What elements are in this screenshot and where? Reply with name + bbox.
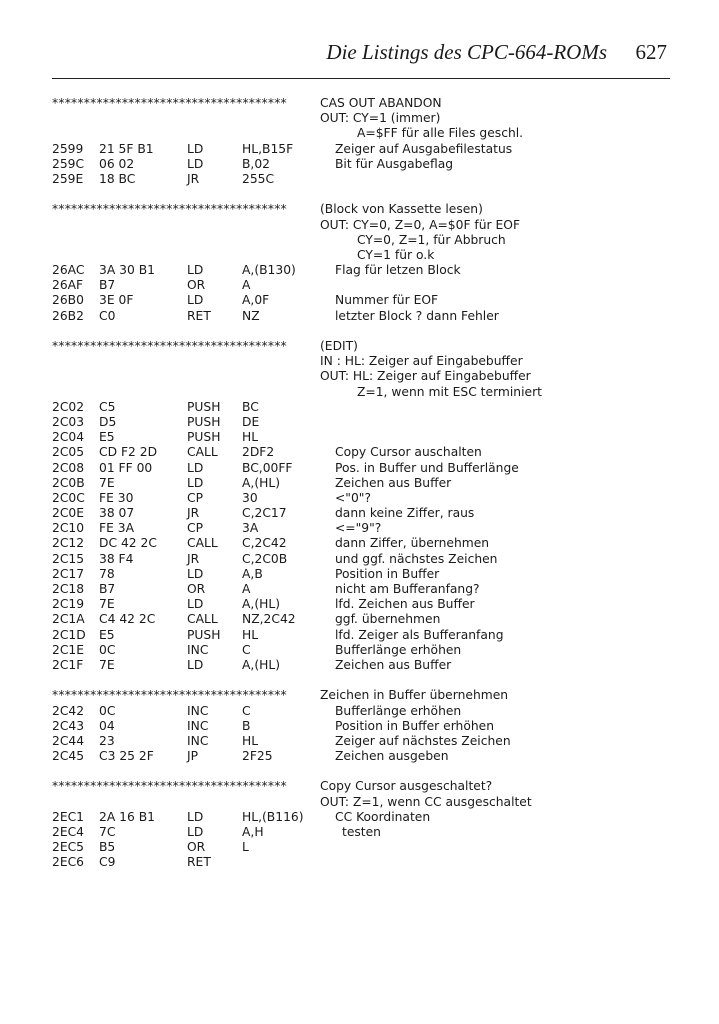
opcode-bytes: C3 25 2F	[99, 749, 154, 764]
operand: 2DF2	[242, 445, 275, 460]
blank-line	[52, 764, 682, 779]
mnemonic: LD	[187, 657, 204, 672]
address: 2C10	[52, 521, 85, 536]
mnemonic: PUSH	[187, 414, 221, 429]
operand: 30	[242, 490, 258, 505]
operand: A,(HL)	[242, 475, 281, 490]
mnemonic: CALL	[187, 536, 218, 551]
address: 2C17	[52, 566, 85, 581]
opcode-bytes: C5	[99, 399, 116, 414]
section-header-line	[52, 688, 682, 703]
operand: B,02	[242, 156, 270, 171]
mnemonic: INC	[187, 733, 209, 748]
section-desc-line	[52, 218, 682, 233]
comment: ggf. übernehmen	[335, 612, 441, 627]
comment: Zeiger auf Ausgabefilestatus	[335, 141, 513, 156]
mnemonic: LD	[187, 597, 204, 612]
code-line	[52, 415, 682, 430]
operand: HL	[242, 627, 259, 642]
opcode-bytes: E5	[99, 627, 115, 642]
mnemonic: LD	[187, 566, 204, 581]
comment: Zeiger auf nächstes Zeichen	[335, 733, 511, 748]
address: 2C08	[52, 460, 85, 475]
comment: nicht am Bufferanfang?	[335, 582, 480, 596]
section-header-line	[52, 779, 682, 794]
opcode-bytes: D5	[99, 414, 117, 429]
operand: A	[242, 582, 251, 596]
section-description: CY=0, Z=1, für Abbruch	[357, 232, 506, 247]
operand: 255C	[242, 171, 275, 186]
opcode-bytes: 21 5F B1	[99, 141, 154, 156]
blank-line	[52, 187, 682, 202]
mnemonic: LD	[187, 263, 204, 278]
operand: NZ	[242, 308, 260, 323]
opcode-bytes: 01 FF 00	[99, 460, 153, 475]
comment: lfd. Zeichen aus Buffer	[335, 597, 475, 612]
code-line	[52, 597, 682, 612]
code-line	[52, 643, 682, 658]
section-description: OUT: Z=1, wenn CC ausgeschaltet	[320, 794, 532, 809]
section-description: (Block von Kassette lesen)	[320, 202, 483, 217]
opcode-bytes: 23	[99, 733, 115, 748]
opcode-bytes: C9	[99, 855, 116, 870]
code-line	[52, 704, 682, 719]
opcode-bytes: 06 02	[99, 156, 135, 171]
code-line	[52, 157, 682, 172]
section-description: Zeichen in Buffer übernehmen	[320, 688, 509, 703]
operand: HL,(B116)	[242, 809, 304, 824]
header-rule	[52, 78, 670, 79]
mnemonic: LD	[187, 475, 204, 490]
section-desc-line	[52, 369, 682, 384]
code-line	[52, 536, 682, 551]
separator-stars: *************************************	[52, 339, 287, 353]
address: 2C43	[52, 718, 85, 733]
code-line	[52, 430, 682, 445]
mnemonic: OR	[187, 840, 206, 855]
code-line	[52, 810, 682, 825]
mnemonic: RET	[187, 308, 211, 323]
mnemonic: INC	[187, 703, 209, 718]
mnemonic: JR	[187, 506, 200, 521]
address: 259E	[52, 171, 84, 186]
mnemonic: CALL	[187, 445, 218, 460]
operand: C,2C0B	[242, 551, 288, 566]
section-desc-line	[52, 248, 682, 263]
mnemonic: LD	[187, 809, 204, 824]
address: 2C1A	[52, 612, 85, 627]
comment: Position in Buffer	[335, 566, 440, 581]
operand: A,H	[242, 825, 264, 839]
opcode-bytes: 7E	[99, 657, 115, 672]
address: 2C0B	[52, 475, 85, 490]
code-line	[52, 309, 682, 324]
opcode-bytes: 3E 0F	[99, 293, 134, 308]
address: 2C1D	[52, 627, 86, 642]
operand: 2F25	[242, 749, 273, 764]
comment: dann keine Ziffer, raus	[335, 506, 475, 521]
section-desc-line	[52, 385, 682, 400]
comment: Flag für letzen Block	[335, 263, 461, 278]
address: 26B0	[52, 293, 84, 308]
code-line	[52, 855, 682, 870]
comment: letzter Block ? dann Fehler	[335, 308, 499, 323]
section-description: (EDIT)	[320, 339, 358, 353]
code-line	[52, 825, 682, 840]
section-desc-line	[52, 126, 682, 141]
opcode-bytes: FE 30	[99, 490, 134, 505]
opcode-bytes: 7E	[99, 597, 115, 612]
comment: Position in Buffer erhöhen	[335, 718, 495, 733]
address: 2C19	[52, 597, 85, 612]
opcode-bytes: B7	[99, 278, 116, 293]
operand: A,(B130)	[242, 263, 296, 278]
address: 2C12	[52, 536, 85, 551]
address: 2C1E	[52, 642, 85, 657]
operand: C	[242, 703, 251, 718]
code-line	[52, 582, 682, 597]
address: 2C05	[52, 445, 85, 460]
opcode-bytes: CD F2 2D	[99, 445, 158, 460]
mnemonic: JP	[187, 749, 199, 764]
code-line	[52, 263, 682, 278]
address: 2C18	[52, 582, 85, 596]
separator-stars: *************************************	[52, 779, 287, 794]
code-line	[52, 521, 682, 536]
operand: C,2C42	[242, 536, 287, 551]
code-line	[52, 278, 682, 293]
operand: HL,B15F	[242, 141, 294, 156]
mnemonic: LD	[187, 156, 204, 171]
mnemonic: CP	[187, 490, 204, 505]
mnemonic: JR	[187, 171, 200, 186]
address: 2C0C	[52, 490, 85, 505]
opcode-bytes: B5	[99, 840, 116, 855]
address: 2EC4	[52, 825, 85, 839]
code-line	[52, 400, 682, 415]
code-line	[52, 142, 682, 157]
operand: A,0F	[242, 293, 270, 308]
operand: B	[242, 718, 251, 733]
blank-line	[52, 324, 682, 339]
opcode-bytes: C0	[99, 308, 116, 323]
comment: CC Koordinaten	[335, 809, 431, 824]
operand: 3A	[242, 521, 259, 536]
address: 2C42	[52, 703, 85, 718]
operand: NZ,2C42	[242, 612, 296, 627]
address: 26B2	[52, 308, 84, 323]
address: 2EC5	[52, 840, 85, 855]
opcode-bytes: 7C	[99, 825, 116, 839]
opcode-bytes: 04	[99, 718, 115, 733]
section-desc-line	[52, 111, 682, 126]
opcode-bytes: FE 3A	[99, 521, 134, 536]
section-description: A=$FF für alle Files geschl.	[357, 126, 524, 141]
comment: lfd. Zeiger als Bufferanfang	[335, 627, 504, 642]
section-description: IN : HL: Zeiger auf Eingabebuffer	[320, 354, 523, 369]
comment: Zeichen aus Buffer	[335, 657, 452, 672]
opcode-bytes: 0C	[99, 703, 116, 718]
opcode-bytes: E5	[99, 430, 115, 445]
separator-stars: *************************************	[52, 688, 287, 703]
mnemonic: LD	[187, 460, 204, 475]
operand: HL	[242, 430, 259, 445]
code-line	[52, 445, 682, 460]
operand: L	[242, 840, 249, 855]
address: 2EC6	[52, 855, 85, 870]
mnemonic: CP	[187, 521, 204, 536]
page-header-title: Die Listings des CPC-664-ROMs	[326, 40, 607, 64]
comment: Pos. in Buffer und Bufferlänge	[335, 460, 519, 475]
code-line	[52, 734, 682, 749]
opcode-bytes: 2A 16 B1	[99, 809, 155, 824]
address: 26AF	[52, 278, 84, 293]
section-desc-line	[52, 795, 682, 810]
operand: BC	[242, 399, 259, 414]
section-description: OUT: HL: Zeiger auf Eingabebuffer	[320, 369, 531, 384]
comment: dann Ziffer, übernehmen	[335, 536, 490, 551]
address: 2C15	[52, 551, 85, 566]
opcode-bytes: 7E	[99, 475, 115, 490]
operand: C	[242, 642, 251, 657]
separator-stars: *************************************	[52, 202, 287, 217]
operand: HL	[242, 733, 259, 748]
code-line	[52, 749, 682, 764]
code-line	[52, 172, 682, 187]
address: 2C45	[52, 749, 85, 764]
code-line	[52, 476, 682, 491]
assembly-listing	[52, 96, 682, 871]
opcode-bytes: DC 42 2C	[99, 536, 157, 551]
address: 2EC1	[52, 809, 85, 824]
page-number: 627	[635, 40, 667, 64]
mnemonic: INC	[187, 718, 209, 733]
comment: testen	[342, 825, 381, 839]
comment: und ggf. nächstes Zeichen	[335, 551, 498, 566]
code-line	[52, 658, 682, 673]
comment: Zeichen ausgeben	[335, 749, 449, 764]
section-description: Z=1, wenn mit ESC terminiert	[357, 384, 542, 399]
section-description: CAS OUT ABANDON	[320, 96, 442, 110]
comment: <"0"?	[335, 490, 371, 505]
mnemonic: OR	[187, 582, 206, 596]
address: 2C04	[52, 430, 85, 445]
address: 2599	[52, 141, 84, 156]
mnemonic: CALL	[187, 612, 218, 627]
mnemonic: OR	[187, 278, 206, 293]
code-line	[52, 293, 682, 308]
mnemonic: PUSH	[187, 430, 221, 445]
mnemonic: LD	[187, 141, 204, 156]
code-line	[52, 719, 682, 734]
opcode-bytes: 0C	[99, 642, 116, 657]
mnemonic: INC	[187, 642, 209, 657]
opcode-bytes: 3A 30 B1	[99, 263, 155, 278]
code-line	[52, 461, 682, 476]
mnemonic: RET	[187, 855, 211, 870]
address: 259C	[52, 156, 85, 171]
section-header-line	[52, 339, 682, 354]
code-line	[52, 612, 682, 627]
opcode-bytes: 78	[99, 566, 115, 581]
section-desc-line	[52, 233, 682, 248]
mnemonic: LD	[187, 293, 204, 308]
comment: Bufferlänge erhöhen	[335, 642, 462, 657]
comment: Bit für Ausgabeflag	[335, 156, 454, 171]
operand: C,2C17	[242, 506, 287, 521]
section-description: CY=1 für o.k	[357, 247, 435, 262]
operand: A,(HL)	[242, 657, 281, 672]
code-line	[52, 628, 682, 643]
comment: Zeichen aus Buffer	[335, 475, 452, 490]
opcode-bytes: 38 F4	[99, 551, 134, 566]
address: 2C03	[52, 414, 85, 429]
operand: DE	[242, 414, 260, 429]
address: 2C44	[52, 733, 85, 748]
comment: Bufferlänge erhöhen	[335, 703, 462, 718]
section-header-line	[52, 202, 682, 217]
comment: <="9"?	[335, 521, 382, 536]
code-line	[52, 506, 682, 521]
opcode-bytes: C4 42 2C	[99, 612, 156, 627]
code-line	[52, 552, 682, 567]
code-line	[52, 491, 682, 506]
operand: BC,00FF	[242, 460, 293, 475]
opcode-bytes: B7	[99, 582, 116, 596]
operand: A	[242, 278, 251, 293]
section-description: Copy Cursor ausgeschaltet?	[320, 779, 493, 794]
opcode-bytes: 18 BC	[99, 171, 136, 186]
mnemonic: LD	[187, 825, 204, 839]
section-header-line	[52, 96, 682, 111]
section-description: OUT: CY=1 (immer)	[320, 111, 441, 126]
opcode-bytes: 38 07	[99, 506, 135, 521]
separator-stars: *************************************	[52, 96, 287, 110]
address: 2C1F	[52, 657, 84, 672]
comment: Nummer für EOF	[335, 293, 439, 308]
section-desc-line	[52, 354, 682, 369]
address: 2C0E	[52, 506, 85, 521]
blank-line	[52, 673, 682, 688]
operand: A,B	[242, 566, 263, 581]
address: 26AC	[52, 263, 85, 278]
operand: A,(HL)	[242, 597, 281, 612]
section-description: OUT: CY=0, Z=0, A=$0F für EOF	[320, 217, 521, 232]
comment: Copy Cursor auschalten	[335, 445, 482, 460]
address: 2C02	[52, 399, 85, 414]
code-line	[52, 840, 682, 855]
code-line	[52, 567, 682, 582]
mnemonic: PUSH	[187, 399, 221, 414]
mnemonic: JR	[187, 551, 200, 566]
mnemonic: PUSH	[187, 627, 221, 642]
